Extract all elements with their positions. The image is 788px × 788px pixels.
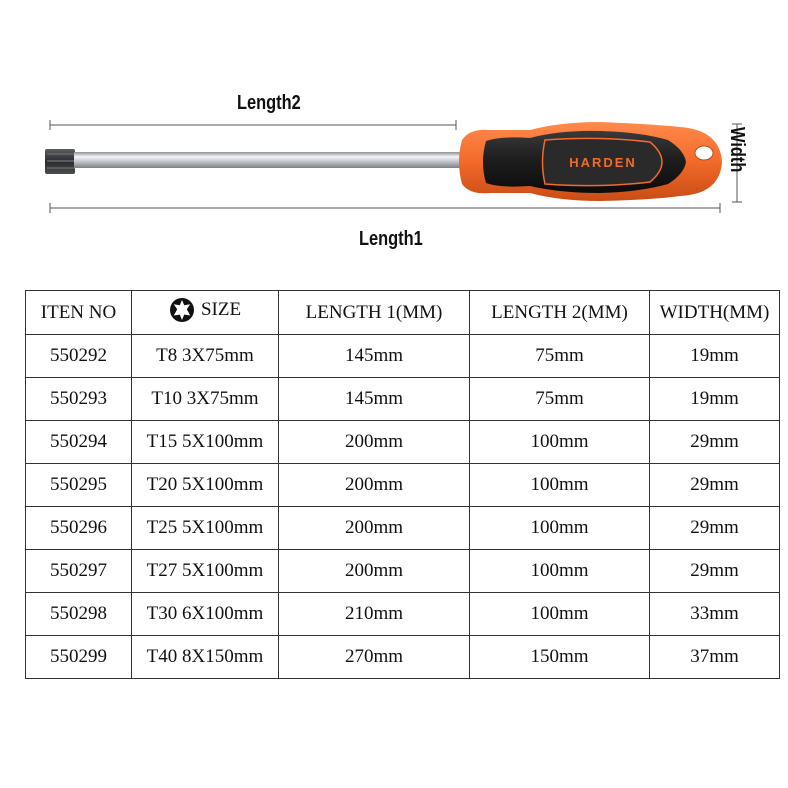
cell-length1: 145mm: [279, 378, 470, 421]
cell-width: 19mm: [650, 335, 780, 378]
cell-length1: 200mm: [279, 464, 470, 507]
cell-length1: 200mm: [279, 421, 470, 464]
cell-width: 37mm: [650, 636, 780, 679]
spec-table: [25, 290, 780, 679]
cell-length1: 200mm: [279, 550, 470, 593]
table-row: [26, 550, 780, 593]
table-row: [26, 636, 780, 679]
cell-width: 19mm: [650, 378, 780, 421]
table-row: [26, 378, 780, 421]
cell-width: 29mm: [650, 421, 780, 464]
cell-length2: 150mm: [470, 636, 650, 679]
torx-tip: [45, 149, 75, 174]
length1-dimension-line: [50, 203, 720, 213]
cell-size: T25 5X100mm: [132, 507, 279, 550]
header-size-wrap: [169, 297, 241, 323]
header-size: [132, 291, 279, 335]
brand-logo-text: HARDEN: [569, 155, 637, 170]
header-size-label: SIZE: [200, 298, 242, 320]
cell-size: T40 8X150mm: [132, 636, 279, 679]
table-row: [26, 335, 780, 378]
table-header-row: [26, 291, 780, 335]
cell-length2: 100mm: [470, 464, 650, 507]
length2-dimension-line: [50, 120, 456, 130]
cell-length1: 210mm: [279, 593, 470, 636]
header-length2: LENGTH 2(MM): [470, 291, 650, 335]
table-row: [26, 464, 780, 507]
length2-label: Length2: [237, 92, 301, 114]
cell-length2: 100mm: [470, 421, 650, 464]
width-label: Width: [726, 127, 748, 173]
steel-shaft: [74, 152, 466, 168]
product-figure: [0, 0, 788, 270]
cell-item-no: 550295: [26, 464, 132, 507]
cell-length1: 200mm: [279, 507, 470, 550]
cell-item-no: 550298: [26, 593, 132, 636]
header-item-no: ITEN NO: [26, 291, 132, 335]
cell-size: T15 5X100mm: [132, 421, 279, 464]
cell-length1: 270mm: [279, 636, 470, 679]
cell-width: 29mm: [650, 464, 780, 507]
table-row: [26, 593, 780, 636]
cell-length2: 100mm: [470, 593, 650, 636]
handle-hanging-hole: [695, 146, 713, 160]
cell-item-no: 550293: [26, 378, 132, 421]
header-width: WIDTH(MM): [650, 291, 780, 335]
cell-item-no: 550296: [26, 507, 132, 550]
header-length1: LENGTH 1(MM): [279, 291, 470, 335]
torx-star-icon: [169, 297, 195, 323]
cell-size: T20 5X100mm: [132, 464, 279, 507]
cell-length1: 145mm: [279, 335, 470, 378]
length1-label: Length1: [359, 228, 423, 250]
cell-width: 33mm: [650, 593, 780, 636]
cell-size: T30 6X100mm: [132, 593, 279, 636]
cell-size: T27 5X100mm: [132, 550, 279, 593]
table-row: [26, 421, 780, 464]
cell-length2: 100mm: [470, 550, 650, 593]
cell-length2: 75mm: [470, 378, 650, 421]
cell-size: T8 3X75mm: [132, 335, 279, 378]
cell-width: 29mm: [650, 507, 780, 550]
cell-item-no: 550294: [26, 421, 132, 464]
cell-length2: 100mm: [470, 507, 650, 550]
cell-item-no: 550297: [26, 550, 132, 593]
cell-width: 29mm: [650, 550, 780, 593]
cell-item-no: 550299: [26, 636, 132, 679]
table-row: [26, 507, 780, 550]
cell-item-no: 550292: [26, 335, 132, 378]
cell-length2: 75mm: [470, 335, 650, 378]
cell-size: T10 3X75mm: [132, 378, 279, 421]
